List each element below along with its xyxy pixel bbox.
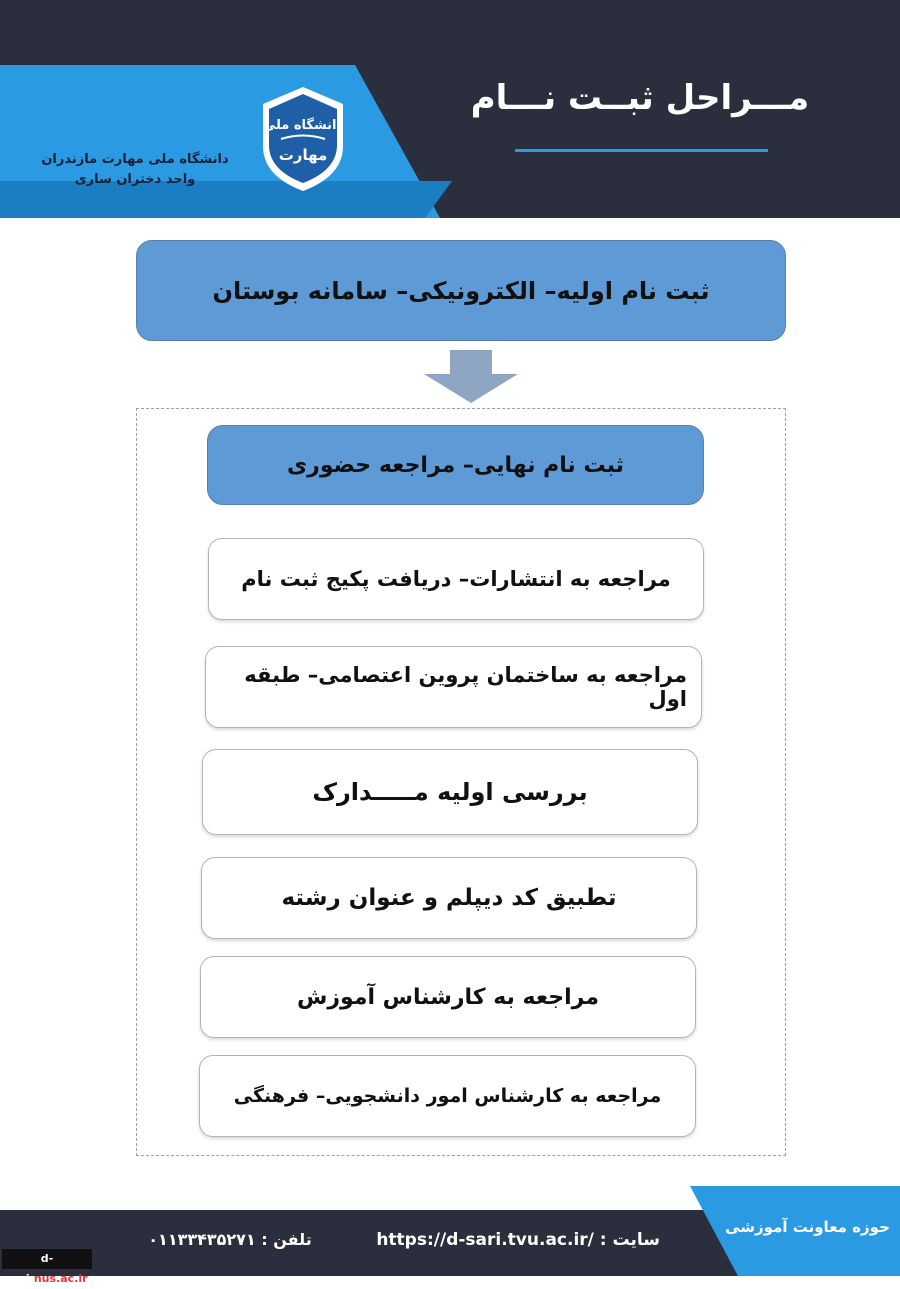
- initial-registration-label: ثبت نام اولیه– الکترونیکی– سامانه بوستان: [212, 276, 710, 305]
- watermark: [2, 1249, 92, 1285]
- final-registration-label: ثبت نام نهایی– مراجعه حضوری: [287, 452, 624, 478]
- footer-phone: [140, 1230, 320, 1249]
- logo-text-bottom: مهارت: [278, 146, 328, 164]
- substep-label: مراجعه به کارشناس آموزش: [297, 984, 599, 1010]
- substep-label: تطبیق کد دیپلم و عنوان رشته: [281, 885, 617, 911]
- site-label: سایت :: [599, 1230, 660, 1250]
- footer-department: حوزه معاونت آموزشی: [725, 1218, 890, 1236]
- phone-number: ۰۱۱۳۳۴۳۵۲۷۱: [148, 1230, 256, 1249]
- substep-label: بررسی اولیه مـــــدارک: [312, 778, 588, 806]
- substep-label: مراجعه به انتشارات– دریافت پکیج ثبت نام: [241, 567, 671, 591]
- substep-box: [202, 749, 698, 835]
- watermark-prefix: d-sari.: [6, 1252, 54, 1285]
- substep-label: مراجعه به کارشناس امور دانشجویی– فرهنگی: [233, 1085, 662, 1107]
- substep-box: [208, 538, 704, 620]
- down-arrow-icon: [424, 350, 518, 403]
- final-registration-box: [207, 425, 704, 505]
- substep-box: [200, 956, 696, 1038]
- watermark-suffix: nus.ac.ir: [33, 1272, 88, 1285]
- phone-label: تلفن :: [261, 1230, 312, 1249]
- logo-text-top: دانشگاه ملی: [262, 118, 344, 133]
- university-logo-icon: [255, 84, 351, 194]
- university-line-2: واحد دختران ساری: [74, 172, 196, 187]
- title-underline: [515, 149, 768, 152]
- substep-box: [205, 646, 702, 728]
- substep-label: مراجعه به ساختمان پروین اعتصامی– طبقه اول: [244, 663, 687, 711]
- initial-registration-box: [136, 240, 786, 341]
- substep-box: [201, 857, 697, 939]
- substep-box: [199, 1055, 696, 1137]
- footer-site: [376, 1230, 660, 1250]
- site-url[interactable]: https://d-sari.tvu.ac.ir/: [376, 1230, 594, 1250]
- page-title: مـــراحل ثبــت نـــام: [470, 78, 810, 118]
- university-name: [30, 150, 240, 190]
- university-line-1: دانشگاه ملی مهارت مازندران: [41, 152, 229, 167]
